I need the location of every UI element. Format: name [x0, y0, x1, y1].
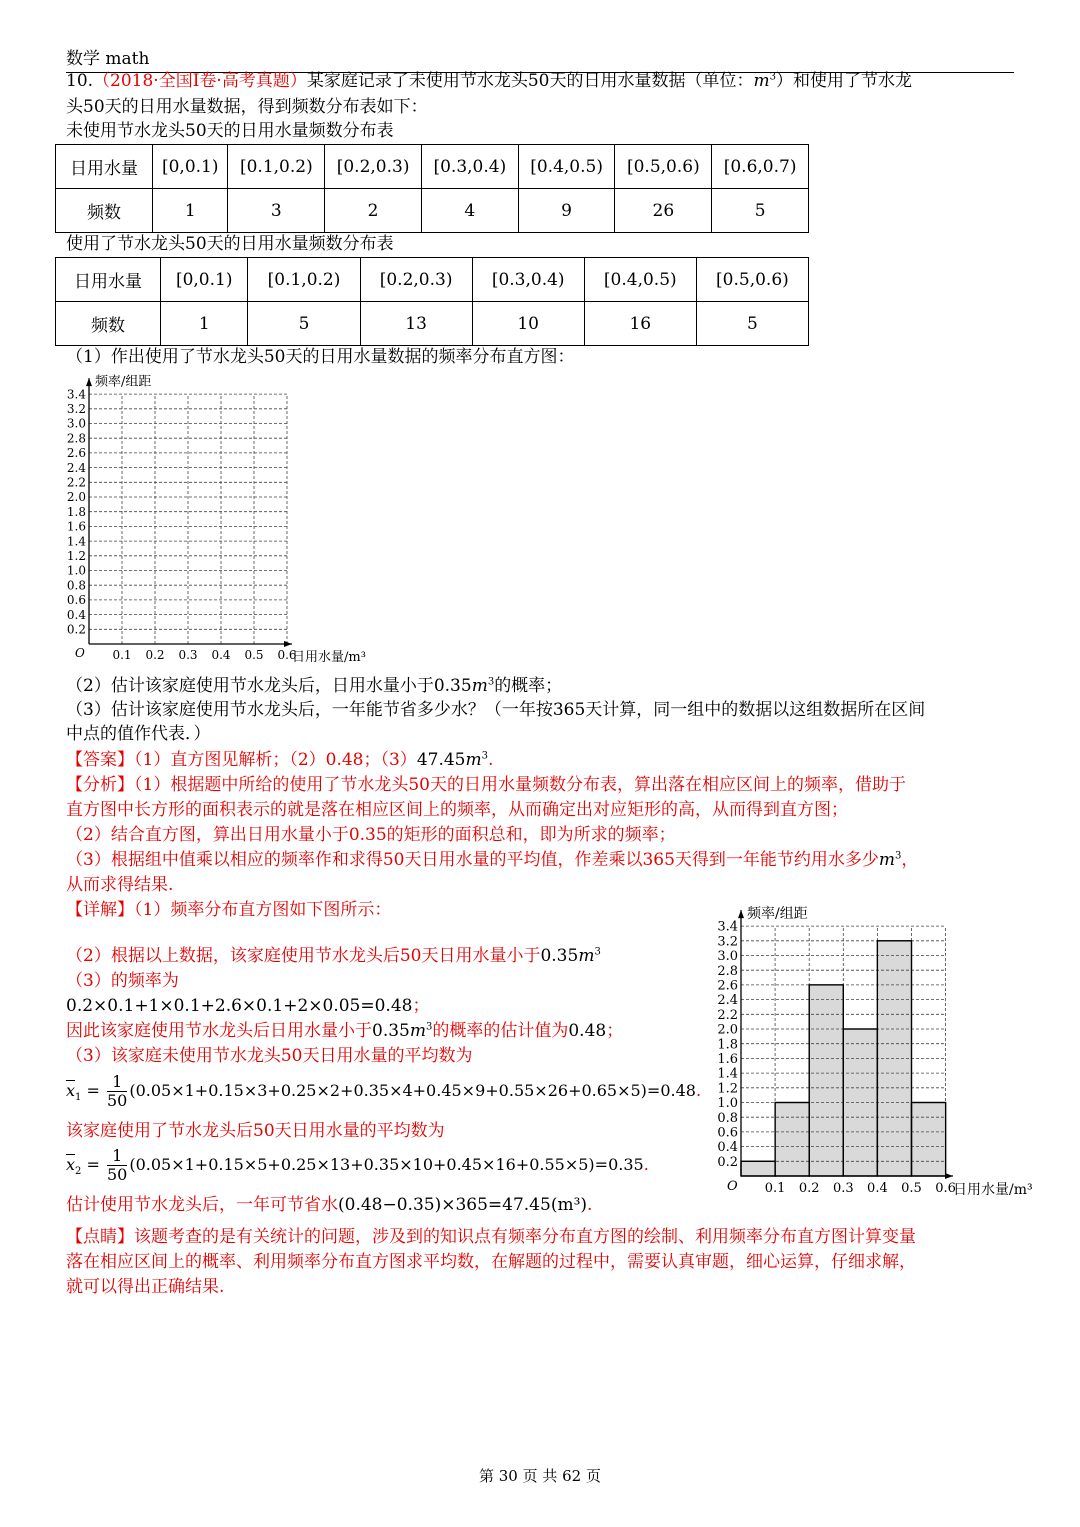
y-tick-label: 1.4 — [717, 1066, 738, 1082]
y-tick-label: 3.0 — [66, 416, 86, 431]
part3-text: （3）估计该家庭使用节水龙头后，一年能节省多少水？（一年按365天计算，同一组中的数据以这组数据所在区间 — [66, 700, 926, 720]
interval-cell: [0.4,0.5) — [584, 258, 696, 302]
analysis-line-5: 从而求得结果. — [66, 875, 174, 895]
part1-text: （1）作出使用了节水龙头50天的日用水量数据的频率分布直方图： — [66, 347, 575, 367]
x-tick-label: 0.5 — [901, 1181, 922, 1196]
y-tick-label: 1.6 — [717, 1051, 738, 1067]
row-label-count: 频数 — [56, 302, 161, 346]
question-line-1 — [66, 70, 912, 92]
analysis-tag: 【分析】 — [66, 775, 134, 795]
table-unused — [55, 144, 809, 233]
mean-intro-2: 该家庭使用了节水龙头后50天日用水量的平均数为 — [66, 1121, 445, 1141]
y-tick-label: 0.4 — [717, 1140, 738, 1156]
part2-value: 0.35 — [433, 676, 472, 696]
count-cell: 5 — [696, 302, 808, 346]
x-tick-label: 0.3 — [832, 1181, 854, 1196]
savings-expression: (0.48−0.35)×365=47.45 — [338, 1195, 551, 1215]
comment-line-1: 【点睛】该题考查的是有关统计的问题，涉及到的知识点有频率分布直方图的绘制、利用频率分布直方图计算变量 — [66, 1227, 916, 1247]
mean-formula-2: $\overline{x}_2$ = $\frac{1}{50}$ (0.05×1+0.15×5+0.25×13+0.35×10+0.45×16+0.55×5)=0.35. — [66, 1146, 649, 1184]
y-tick-label: 1.6 — [66, 519, 86, 534]
count-cell: 3 — [228, 189, 325, 233]
interval-cell: [0.6,0.7) — [712, 145, 809, 189]
y-tick-label: 1.2 — [717, 1081, 738, 1097]
answer-line: 【答案】（1）直方图见解析；（2）0.48；$(3)47.45m^3$. — [66, 750, 494, 770]
y-tick-label: 0.8 — [66, 578, 86, 593]
count-cell: 13 — [360, 302, 472, 346]
calc-expression: 0.2×0.1+1×0.1+2.6×0.1+2×0.05=0.48 — [66, 996, 413, 1016]
interval-cell: [0.5,0.6) — [696, 258, 808, 302]
mean-formula-1: $\overline{x}_1$ = $\frac{1}{50}$ (0.05×1+0.15×3+0.25×2+0.35×4+0.45×9+0.55×26+0.65×5)=0.48. — [66, 1072, 702, 1110]
interval-cell: [0.1,0.2) — [228, 145, 325, 189]
detail-line-2: （2）根据以上数据，该家庭使用节水龙头后50天日用水量小于$0.35m^3$ — [66, 946, 601, 966]
count-cell: 1 — [161, 302, 248, 346]
comment-tag: 【点睛】 — [66, 1227, 134, 1247]
y-tick-label: 3.4 — [717, 919, 738, 935]
count-cell: 2 — [325, 189, 422, 233]
table1-title: 未使用节水龙头50天的日用水量频数分布表 — [66, 121, 394, 141]
detail-line-3: （3）的频率为 — [66, 971, 179, 991]
stem-text: 某家庭记录了未使用节水龙头50天的日用水量数据（单位： — [306, 71, 754, 91]
interval-cell: [0,0.1) — [161, 258, 248, 302]
y-tick-label: 2.2 — [66, 475, 86, 490]
y-tick-label: 2.2 — [717, 1007, 738, 1023]
comment-line-3: 就可以得出正确结果. — [66, 1277, 225, 1297]
y-tick-label: 0.4 — [66, 607, 86, 622]
fraction: $\frac{1}{50}$ — [106, 1072, 128, 1110]
x-axis-label: 日用水量/m³ — [292, 650, 366, 665]
part2-text: （2）估计该家庭使用节水龙头后，日用水量小于$0.35m^3$的概率； — [66, 676, 563, 696]
interval-cell: [0.4,0.5) — [518, 145, 615, 189]
count-cell: 5 — [712, 189, 809, 233]
x-tick-label: 0.6 — [277, 648, 297, 662]
y-tick-label: 2.4 — [66, 460, 86, 475]
y-tick-label: 2.6 — [66, 446, 86, 461]
interval-cell: [0,0.1) — [153, 145, 228, 189]
count-cell: 9 — [518, 189, 615, 233]
interval-cell: [0.3,0.4) — [472, 258, 584, 302]
calc-line-1: 0.2×0.1+1×0.1+2.6×0.1+2×0.05=0.48； — [66, 996, 430, 1016]
histogram-bar — [912, 1103, 946, 1177]
y-tick-label: 1.8 — [66, 504, 86, 519]
y-tick-label: 0.2 — [66, 622, 86, 637]
origin-label: O — [727, 1179, 738, 1194]
y-tick-label: 2.8 — [717, 963, 738, 979]
question-source: （2018·全国I卷·高考真题） — [93, 71, 307, 91]
unit-symbol: m — [753, 71, 770, 91]
y-tick-label: 1.2 — [66, 549, 86, 563]
page-header: 数学 math — [66, 44, 1014, 73]
detail-tag: 【详解】 — [66, 900, 134, 920]
histogram-bar — [809, 985, 843, 1176]
question-line-2: 头50天的日用水量数据，得到频数分布表如下： — [66, 97, 428, 117]
row-label-water: 日用水量 — [56, 145, 153, 189]
conclusion-line: 因此该家庭使用节水龙头后日用水量小于$0.35m^3$的概率的估计值为0.48； — [66, 1021, 624, 1041]
y-tick-label: 3.0 — [717, 949, 738, 965]
comment-line-2: 落在相应区间上的概率、利用频率分布直方图求平均数，在解题的过程中，需要认真审题，细心运算，仔细求解， — [66, 1252, 916, 1272]
count-cell: 26 — [615, 189, 712, 233]
savings-line: 估计使用节水龙头后，一年可节省水(0.48−0.35)×365=47.45(m³). — [66, 1195, 593, 1215]
detail-line-1: 【详解】（1）频率分布直方图如下图所示： — [66, 900, 392, 920]
x-tick-label: 0.1 — [112, 648, 132, 662]
count-cell: 5 — [248, 302, 360, 346]
y-tick-label: 3.2 — [66, 402, 86, 416]
y-tick-label: 0.8 — [717, 1110, 738, 1126]
y-tick-label: 0.6 — [717, 1125, 738, 1141]
y-tick-label: 2.6 — [717, 978, 738, 994]
y-axis-arrow — [738, 910, 744, 918]
page-footer: 第 30 页 共 62 页 — [478, 1467, 601, 1485]
unit-exponent: 3 — [769, 71, 776, 83]
y-tick-label: 0.2 — [717, 1154, 738, 1170]
answer-value: 47.45 — [416, 750, 466, 770]
y-tick-label: 1.0 — [66, 563, 86, 578]
mean-symbol: $\overline{x}$ — [66, 1155, 76, 1174]
y-tick-label: 2.0 — [66, 490, 86, 505]
y-tick-label: 2.0 — [717, 1022, 738, 1038]
interval-cell: [0.2,0.3) — [325, 145, 422, 189]
x-tick-label: 0.2 — [145, 648, 165, 662]
answer-tag: 【答案】 — [66, 750, 134, 770]
y-axis-label: 频率/组距 — [747, 905, 808, 922]
y-tick-label: 3.4 — [66, 387, 86, 402]
x-axis-label: 日用水量/m³ — [953, 1182, 1033, 1198]
origin-label: O — [75, 646, 85, 660]
y-tick-label: 2.8 — [66, 431, 86, 446]
interval-cell: [0.5,0.6) — [615, 145, 712, 189]
row-label-count: 频数 — [56, 189, 153, 233]
interval-cell: [0.1,0.2) — [248, 258, 360, 302]
x-tick-label: 0.4 — [211, 648, 231, 662]
x-axis-arrow — [284, 641, 292, 647]
x-axis-arrow — [945, 1173, 953, 1179]
y-tick-label: 3.2 — [717, 934, 738, 950]
count-cell: 1 — [153, 189, 228, 233]
empty-histogram — [60, 366, 380, 672]
interval-cell: [0.2,0.3) — [360, 258, 472, 302]
mean-symbol: $\overline{x}$ — [66, 1081, 76, 1100]
analysis-line-2: 直方图中长方形的面积表示的就是落在相应区间上的频率，从而确定出对应矩形的高，从而得到直方图； — [66, 800, 848, 820]
y-tick-label: 2.4 — [717, 993, 738, 1009]
stem-text-cont: ）和使用了节水龙 — [775, 71, 912, 91]
x-tick-label: 0.4 — [867, 1181, 888, 1196]
analysis-line-1: 【分析】（1）根据题中所给的使用了节水龙头50天的日用水量频数分布表，算出落在相应区间上的频率，借助于 — [66, 775, 906, 795]
question-number: 10. — [66, 71, 94, 91]
table-used — [55, 257, 809, 346]
y-axis-label: 频率/组距 — [95, 374, 152, 390]
mean-expression: (0.05×1+0.15×5+0.25×13+0.35×10+0.45×16+0.55×5)=0.35 — [129, 1155, 644, 1174]
fraction: $\frac{1}{50}$ — [106, 1146, 128, 1184]
histogram-bar — [775, 1103, 809, 1177]
mean-intro-1: （3）该家庭未使用节水龙头50天日用水量的平均数为 — [66, 1046, 473, 1066]
histogram-bar — [741, 1161, 775, 1176]
y-tick-label: 1.8 — [717, 1037, 738, 1053]
analysis-line-3: （2）结合直方图，算出日用水量小于0.35的矩形的面积总和，即为所求的频率； — [66, 825, 676, 845]
y-tick-label: 0.6 — [66, 593, 86, 608]
x-tick-label: 0.5 — [244, 648, 264, 662]
x-tick-label: 0.3 — [178, 648, 198, 662]
y-tick-label: 1.4 — [66, 534, 86, 549]
x-tick-label: 0.1 — [764, 1181, 786, 1196]
table2-title: 使用了节水龙头50天的日用水量频数分布表 — [66, 234, 394, 254]
answer-histogram — [712, 886, 1052, 1212]
mean-expression: (0.05×1+0.15×3+0.25×2+0.35×4+0.45×9+0.55×26+0.65×5)=0.48 — [129, 1081, 696, 1100]
interval-cell: [0.3,0.4) — [421, 145, 518, 189]
y-axis-arrow — [86, 378, 92, 386]
x-tick-label: 0.6 — [935, 1181, 956, 1196]
row-label-water: 日用水量 — [56, 258, 161, 302]
count-cell: 16 — [584, 302, 696, 346]
y-tick-label: 1.0 — [717, 1096, 738, 1112]
part3-text-cont: 中点的值作代表．） — [66, 724, 211, 744]
analysis-line-4: （3）根据组中值乘以相应的频率作和求得50天日用水量的平均值，作差乘以365天得到一年能节约用水多少$m^3$， — [66, 850, 919, 870]
x-tick-label: 0.2 — [798, 1181, 820, 1196]
count-cell: 4 — [421, 189, 518, 233]
count-cell: 10 — [472, 302, 584, 346]
